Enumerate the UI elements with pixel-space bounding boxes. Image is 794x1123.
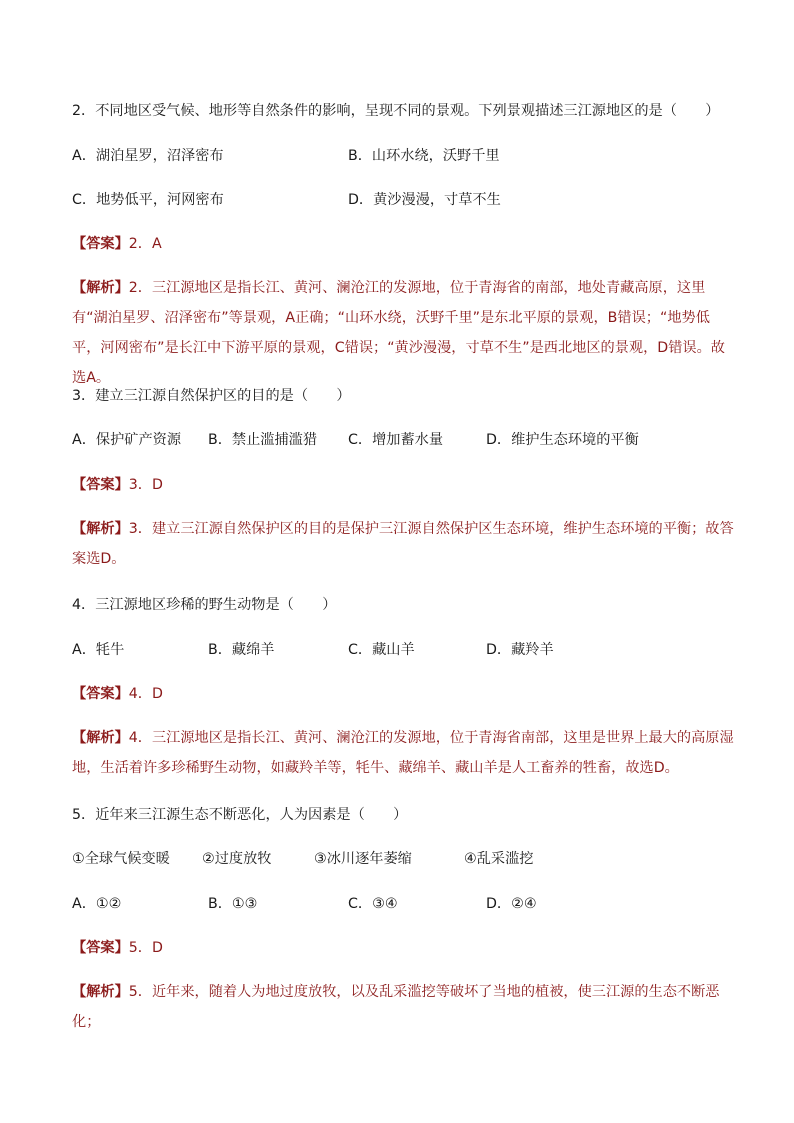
q2-answer [72, 233, 738, 255]
q3-answer-value: 3．D [128, 477, 163, 493]
q5-answer [72, 937, 738, 959]
q5-answer-value: 5．D [128, 940, 163, 956]
q5-item-3: ③冰川逐年萎缩 [314, 851, 412, 867]
q4-analysis-tag: 【解析】 [72, 730, 129, 746]
q3-analysis [72, 514, 738, 574]
q5-options-row [72, 893, 738, 915]
q3-options-row [72, 429, 738, 451]
q5-answer-tag: 【答案】 [72, 940, 129, 956]
q5-items-row [72, 848, 738, 870]
q4-option-a: A．牦牛 [72, 642, 125, 658]
q5-analysis-text: 5．近年来，随着人为地过度放牧，以及乱采滥挖等破坏了当地的植被，使三江源的生态不断恶化； [72, 984, 720, 1030]
q4-option-c: C．藏山羊 [348, 642, 415, 658]
q5-stem: 5．近年来三江源生态不断恶化，人为因素是（ ） [72, 807, 408, 823]
q2-analysis-text: 2．三江源地区是指长江、黄河、澜沧江的发源地，位于青海省的南部，地处青藏高原，这里有“湖泊星罗、沼泽密布”等景观，A正确；“山环水绕，沃野千里”是东北平原的景观，B错误；“地势低平，河网密布”是长江中下游平原的景观，C错误；“黄沙漫漫，寸草不生”是西北地区的景观，D错误。故选A。 [72, 280, 725, 386]
q3-option-b: B．禁止滥捕滥猎 [208, 432, 318, 448]
q2-option-b: B．山环水绕，沃野千里 [348, 148, 500, 164]
q2-answer-value: 2．A [128, 236, 162, 252]
q3-answer-tag: 【答案】 [72, 477, 129, 493]
q3-option-d: D．维护生态环境的平衡 [486, 432, 639, 448]
q4-option-d: D．藏羚羊 [486, 642, 554, 658]
q3-stem: 3．建立三江源自然保护区的目的是（ ） [72, 388, 351, 404]
q4-answer [72, 683, 738, 705]
q5-option-c: C．③④ [348, 896, 398, 912]
q2-options-row2 [72, 189, 738, 211]
q4-analysis-text: 4．三江源地区是指长江、黄河、澜沧江的发源地，位于青海省南部，这里是世界上最大的高原湿地，生活着许多珍稀野生动物，如藏羚羊等，牦牛、藏绵羊、藏山羊是人工畜养的牲畜，故选D。 [72, 730, 734, 776]
q2-analysis [72, 273, 738, 393]
q2-answer-tag: 【答案】 [72, 236, 129, 252]
q2-option-d: D．黄沙漫漫，寸草不生 [348, 192, 501, 208]
q5-item-4: ④乱采滥挖 [464, 851, 534, 867]
q3-option-a: A．保护矿产资源 [72, 432, 182, 448]
q4-options-row [72, 639, 738, 661]
q3-analysis-text: 3．建立三江源自然保护区的目的是保护三江源自然保护区生态环境，维护生态环境的平衡；故答案选D。 [72, 521, 734, 567]
q5-option-a: A．①② [72, 896, 122, 912]
q5-analysis-tag: 【解析】 [72, 984, 129, 1000]
q2-options-row1 [72, 145, 738, 167]
q2-option-c: C．地势低平，河网密布 [72, 192, 224, 208]
q2-analysis-tag: 【解析】 [72, 280, 129, 296]
q5-item-1: ①全球气候变暖 [72, 851, 170, 867]
q5-analysis [72, 977, 738, 1037]
q2-stem: 2．不同地区受气候、地形等自然条件的影响，呈现不同的景观。下列景观描述三江源地区的是（ ） [72, 103, 720, 119]
q4-answer-tag: 【答案】 [72, 686, 129, 702]
q5-item-2: ②过度放牧 [202, 851, 272, 867]
q3-option-c: C．增加蓄水量 [348, 432, 444, 448]
q5-option-d: D．②④ [486, 896, 537, 912]
q4-stem: 4．三江源地区珍稀的野生动物是（ ） [72, 597, 337, 613]
q2-option-a: A．湖泊星罗，沼泽密布 [72, 148, 224, 164]
q5-option-b: B．①③ [208, 896, 258, 912]
q4-analysis [72, 723, 738, 783]
q3-answer [72, 474, 738, 496]
q3-analysis-tag: 【解析】 [72, 521, 129, 537]
q4-answer-value: 4．D [128, 686, 163, 702]
q4-option-b: B．藏绵羊 [208, 642, 275, 658]
